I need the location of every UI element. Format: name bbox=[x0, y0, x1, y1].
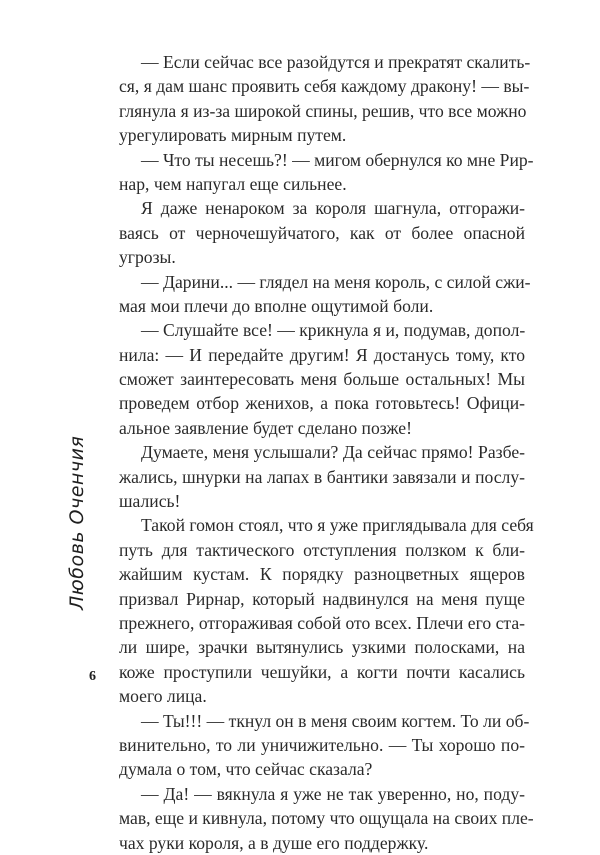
text-line: чах руки короля, а в душе его поддержку. bbox=[119, 832, 429, 853]
text-line: проведем отбор женихов, а пока готовьтесь! Офици- bbox=[119, 393, 525, 414]
text-line: призвал Рирнар, который надвинулся на меня пуще bbox=[119, 588, 525, 609]
text-line: — Если сейчас все разойдутся и прекратят скалить- bbox=[141, 52, 531, 72]
text-line: шались! bbox=[119, 491, 181, 512]
body-text bbox=[119, 50, 534, 855]
text-line: жайшим кустам. К порядку разноцветных ящеров bbox=[119, 564, 525, 585]
book-side-title: Любовь Оченчия bbox=[66, 435, 88, 610]
text-line: ли шире, зрачки вытянулись узкими полосками, на bbox=[119, 637, 525, 658]
text-line: моего лица. bbox=[119, 686, 207, 707]
text-line: угрозы. bbox=[119, 247, 176, 268]
text-line: — Ты!!! — ткнул он в меня своим когтем. То ли об- bbox=[141, 710, 530, 731]
text-line: урегулировать мирным путем. bbox=[119, 125, 347, 146]
text-line: Я даже ненароком за короля шагнула, отгоражи- bbox=[141, 198, 525, 219]
text-line: — Слушайте все! — крикнула я и, подумав, допол- bbox=[141, 320, 526, 341]
text-line: мая мои плечи до вполне ощутимой боли. bbox=[119, 295, 434, 316]
text-line: альное заявление будет сделано позже! bbox=[119, 417, 412, 438]
text-line: винительно, то ли уничижительно. — Ты хорошо по- bbox=[119, 734, 525, 755]
text-line: думала о том, что сейчас сказала? bbox=[119, 759, 373, 780]
text-line: — Да! — вякнула я уже не так уверенно, но, поду- bbox=[141, 783, 525, 804]
text-line: глянула я из-за широкой спины, решив, что все можно bbox=[119, 100, 527, 121]
text-line: ваясь от черночешуйчатого, как от более опасной bbox=[119, 222, 525, 243]
text-line: мав, еще и кивнула, потому что ощущала на своих пле- bbox=[119, 808, 534, 829]
text-line: жались, шнурки на лапах в бантики завязали и послу- bbox=[119, 466, 525, 487]
text-line: Думаете, меня услышали? Да сейчас прямо! Разбе- bbox=[141, 442, 525, 463]
text-line: нар, чем напугал еще сильнее. bbox=[119, 173, 347, 194]
text-line: ся, я дам шанс проявить себя каждому дракону! — вы- bbox=[119, 76, 530, 97]
text-line: коже проступили чешуйки, а когти почти касались bbox=[119, 661, 525, 682]
page-number: 6 bbox=[89, 669, 96, 684]
text-line: — Что ты несешь?! — мигом обернулся ко мне Рир- bbox=[141, 149, 534, 170]
text-line: — Дарини... — глядел на меня король, с силой сжи- bbox=[141, 271, 531, 292]
text-line: прежнего, отгораживая собой ото всех. Плечи его ста- bbox=[119, 612, 525, 633]
text-line: сможет заинтересовать меня больше остальных! Мы bbox=[119, 369, 525, 390]
text-line: Такой гомон стоял, что я уже приглядывала для себя bbox=[141, 515, 534, 536]
text-line: нила: — И передайте другим! Я достанусь тому, кто bbox=[119, 344, 525, 365]
text-line: путь для тактического отступления ползком к бли- bbox=[119, 539, 525, 560]
